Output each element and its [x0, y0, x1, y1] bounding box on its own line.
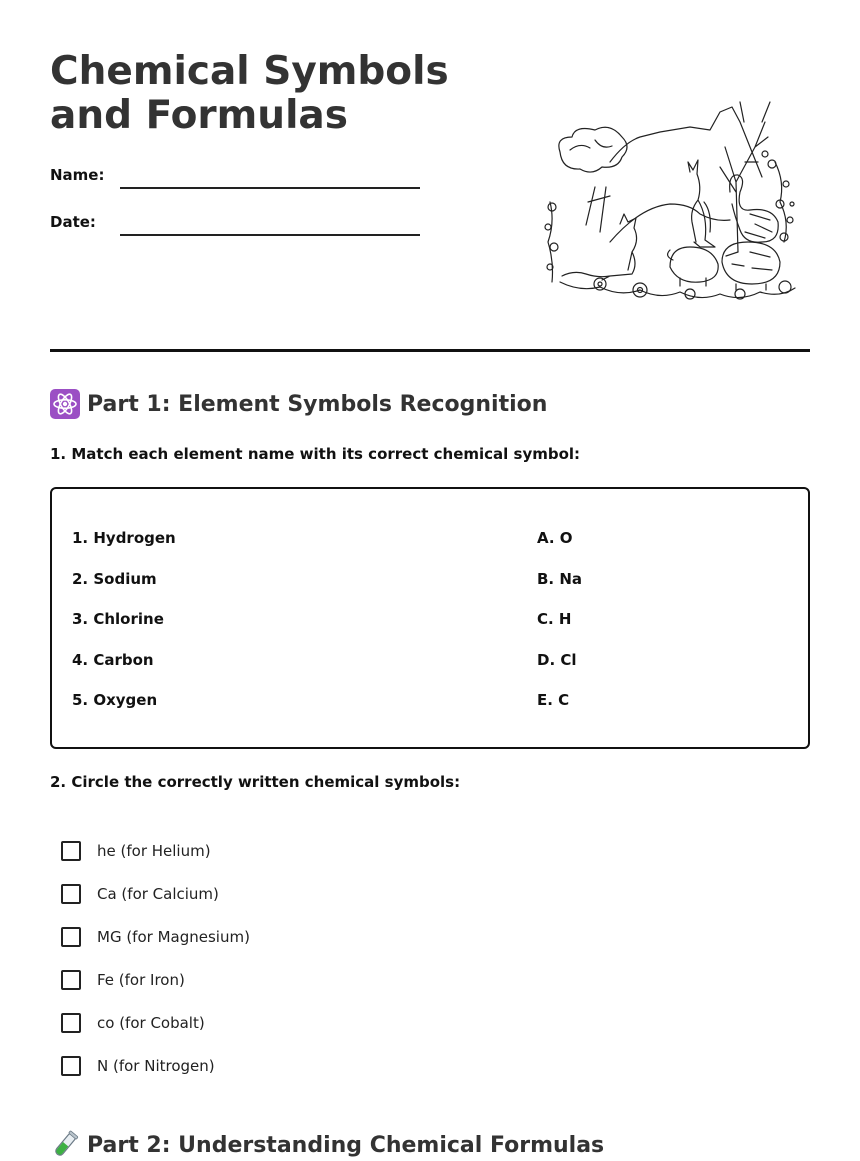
option-checkbox[interactable] [61, 970, 81, 990]
option-label: MG (for Magnesium) [97, 928, 250, 946]
option-checkbox[interactable] [61, 1013, 81, 1033]
date-label: Date: [50, 213, 96, 231]
option-row [60, 882, 219, 906]
test-tube-icon [50, 1130, 80, 1160]
australian-animals-illustration [540, 92, 802, 307]
option-row [60, 1011, 205, 1035]
option-row [60, 925, 250, 949]
option-row [60, 968, 185, 992]
section-divider [50, 349, 810, 352]
option-checkbox[interactable] [61, 841, 81, 861]
symbol-item: B. Na [537, 570, 583, 588]
part2-heading [50, 1130, 604, 1160]
element-item: 5. Oxygen [72, 691, 158, 709]
option-row [60, 1054, 215, 1078]
option-label: co (for Cobalt) [97, 1014, 205, 1032]
option-label: N (for Nitrogen) [97, 1057, 215, 1075]
atom-icon [50, 389, 80, 419]
symbol-item: E. C [537, 691, 570, 709]
name-label: Name: [50, 166, 105, 184]
date-field[interactable] [120, 234, 420, 236]
element-item: 3. Chlorine [72, 610, 164, 628]
option-row [60, 839, 211, 863]
option-label: he (for Helium) [97, 842, 211, 860]
element-item: 1. Hydrogen [72, 529, 176, 547]
symbol-item: C. H [537, 610, 572, 628]
element-item: 4. Carbon [72, 651, 154, 669]
question-1: 1. Match each element name with its correct chemical symbol: [50, 445, 581, 463]
part2-heading-text: Part 2: Understanding Chemical Formulas [87, 1132, 605, 1158]
question-2: 2. Circle the correctly written chemical symbols: [50, 773, 461, 791]
option-checkbox[interactable] [61, 1056, 81, 1076]
element-item: 2. Sodium [72, 570, 157, 588]
option-label: Ca (for Calcium) [97, 885, 219, 903]
option-checkbox[interactable] [61, 927, 81, 947]
symbol-item: A. O [537, 529, 573, 547]
matching-box [50, 487, 810, 749]
name-field[interactable] [120, 187, 420, 189]
part1-heading-text: Part 1: Element Symbols Recognition [87, 391, 548, 417]
part1-heading [50, 389, 547, 419]
option-label: Fe (for Iron) [97, 971, 185, 989]
symbol-item: D. Cl [537, 651, 577, 669]
option-checkbox[interactable] [61, 884, 81, 904]
page-title: Chemical Symbols and Formulas [50, 49, 449, 138]
